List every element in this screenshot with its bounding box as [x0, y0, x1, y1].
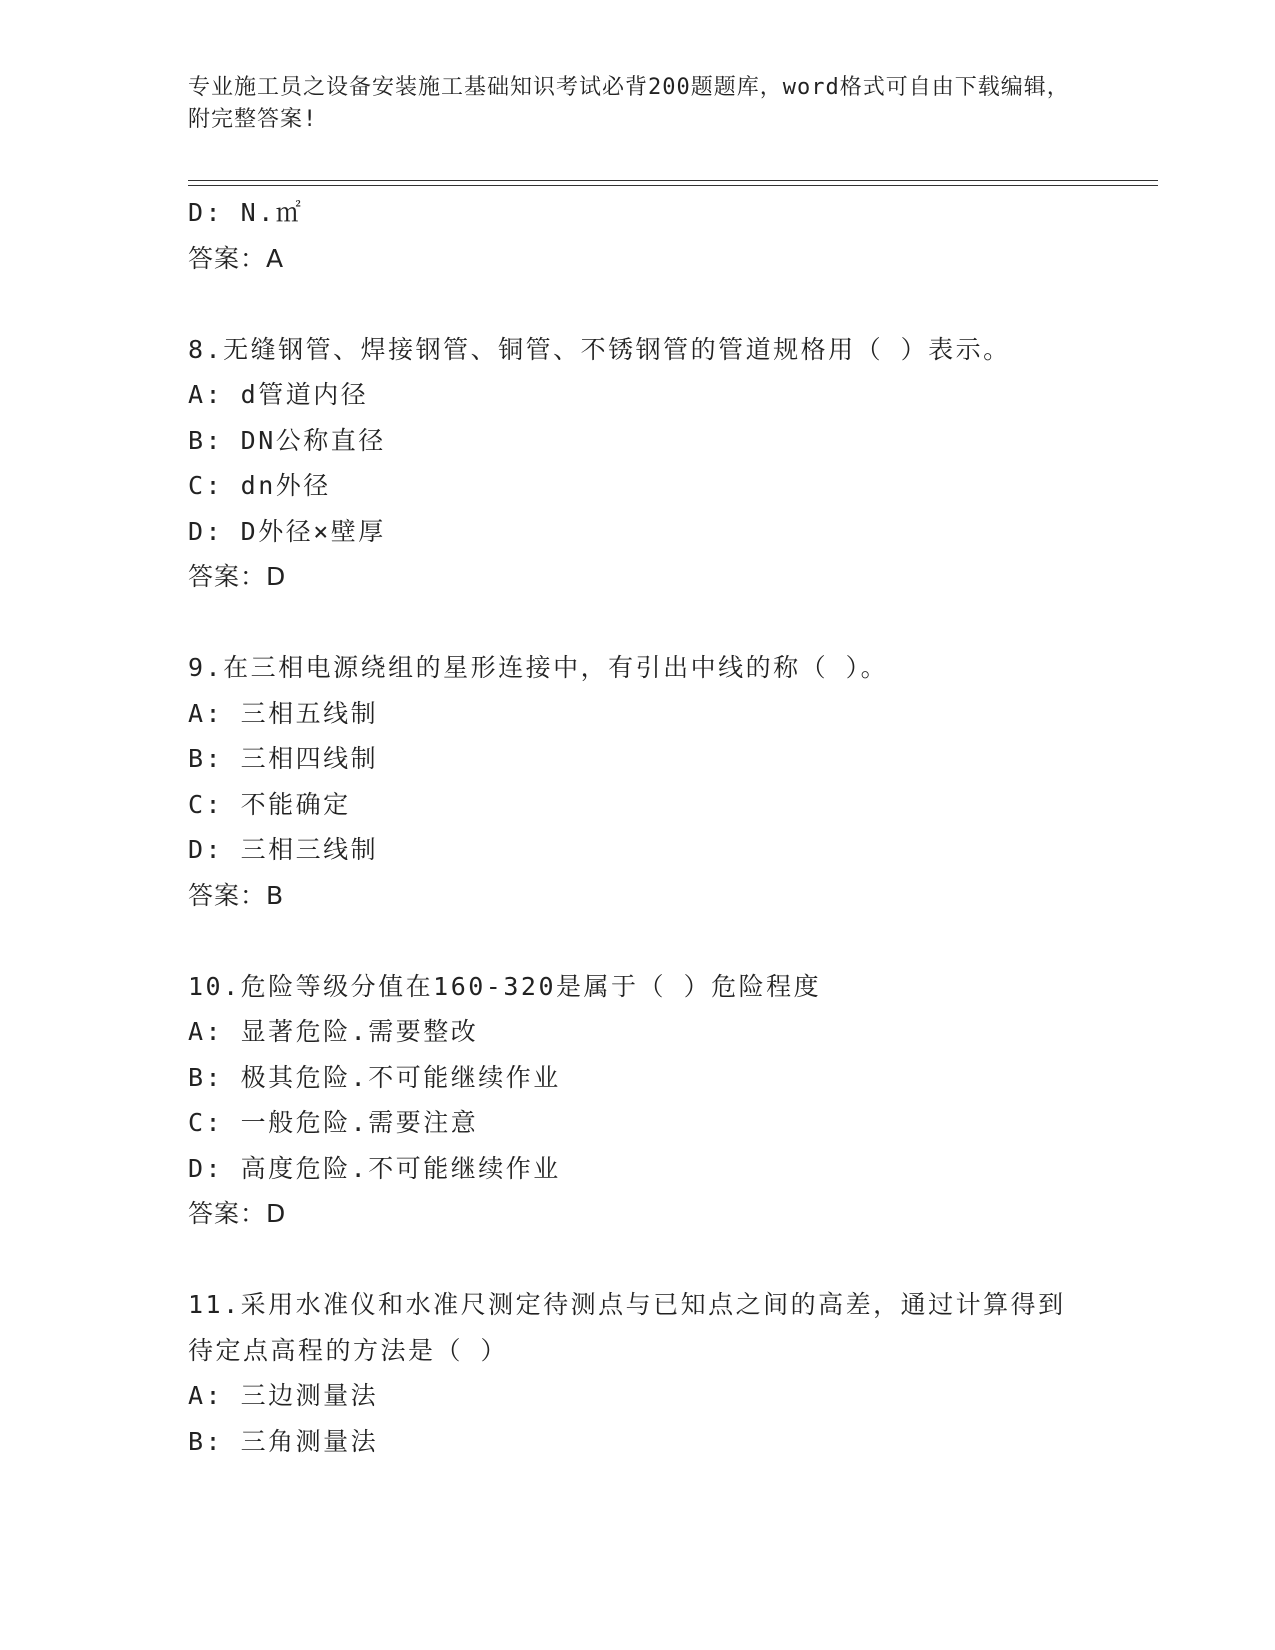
option-b: B: 极其危险.不可能继续作业	[188, 1062, 561, 1092]
option-b: B: 三相四线制	[188, 744, 379, 773]
header-divider-bottom	[188, 185, 1158, 186]
option-d: D: 高度危险.不可能继续作业	[188, 1153, 561, 1183]
option-d: D: 三相三线制	[188, 835, 379, 864]
option-a: A: 显著危险.需要整改	[188, 1017, 479, 1046]
answer-label: 答案：	[188, 562, 267, 591]
spacer	[188, 1237, 1088, 1283]
option-b: B: 三角测量法	[188, 1426, 379, 1456]
answer-line	[188, 1191, 1088, 1237]
option-c: C: dn外径	[188, 471, 331, 500]
option-c: C: 一般危险.需要注意	[188, 1108, 479, 1137]
page-header-title: 专业施工员之设备安装施工基础知识考试必背200题题库，word格式可自由下载编辑，附完整答案!	[188, 75, 1070, 132]
question-text-9: 9.在三相电源绕组的星形连接中，有引出中线的称（ ）。	[188, 653, 889, 682]
spacer	[188, 281, 1088, 327]
option-a: A: d管道内径	[188, 380, 369, 409]
option-b: B: DN公称直径	[188, 425, 386, 455]
answer-label: 答案：	[188, 243, 267, 273]
option-a: A: 三相五线制	[188, 698, 379, 728]
question-text-8: 8.无缝钢管、焊接钢管、铜管、不锈钢管的管道规格用（ ）表示。	[188, 334, 1011, 364]
option-a: A: 三边测量法	[188, 1381, 379, 1410]
answer-line	[188, 554, 1088, 600]
answer-value: B	[266, 880, 285, 910]
option-d: D: N.㎡	[188, 198, 304, 227]
question-text-11: 11.采用水准仪和水准尺测定待测点与已知点之间的高差，通过计算得到待定点高程的方法是（ ）	[188, 1290, 1066, 1365]
answer-value: A	[266, 243, 285, 273]
answer-label: 答案：	[188, 1199, 267, 1228]
answer-label: 答案：	[188, 880, 267, 910]
question-text-10: 10.危险等级分值在160-320是属于（ ）危险程度	[188, 971, 822, 1001]
question-list	[188, 190, 1088, 1464]
answer-line	[188, 873, 1088, 919]
spacer	[188, 918, 1088, 964]
option-d: D: D外径×壁厚	[188, 516, 386, 546]
header-divider-top	[188, 180, 1158, 181]
answer-line	[188, 236, 1088, 282]
answer-value: D	[266, 562, 287, 591]
option-c: C: 不能确定	[188, 789, 351, 819]
answer-value: D	[266, 1199, 287, 1228]
spacer	[188, 600, 1088, 646]
